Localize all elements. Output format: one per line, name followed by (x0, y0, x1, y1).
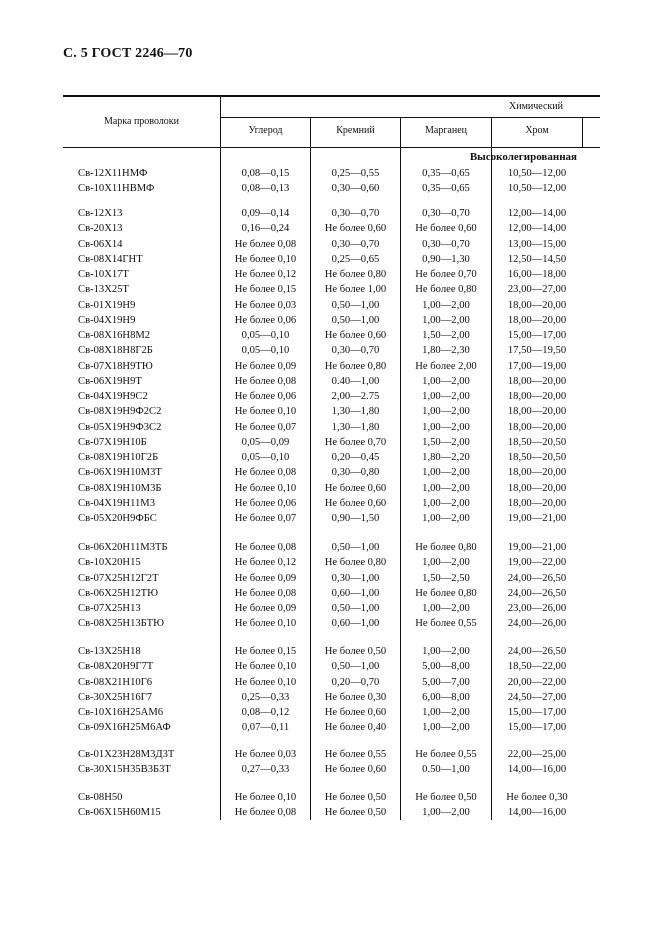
page-header: С. 5 ГОСТ 2246—70 (63, 46, 193, 61)
manganese-cell: 1,00—2,00 (422, 497, 470, 509)
chromium-cell: 14,00—16,00 (507, 764, 567, 776)
chromium-cell: 24,50—27,00 (507, 691, 567, 703)
table-row (0, 166, 661, 181)
table-row (0, 313, 661, 328)
carbon-cell: 0,08—0,13 (241, 183, 290, 195)
carbon-cell: Не более 0,03 (234, 749, 297, 760)
grade-cell: Св-06Х25Н12ТЮ (78, 587, 159, 599)
chromium-cell: 18,00—20,00 (507, 497, 567, 509)
silicon-cell: 0,20—0,70 (331, 676, 380, 688)
silicon-cell: 1,30—1,80 (331, 421, 380, 433)
table-row (0, 450, 661, 465)
manganese-cell: Не более 0,50 (415, 792, 477, 803)
carbon-cell: Не более 0,07 (234, 421, 297, 433)
manganese-cell: 0,30—0,70 (422, 238, 470, 250)
carbon-cell: 0,25—0,33 (241, 691, 290, 703)
table-row (0, 720, 661, 735)
chromium-cell: 18,00—20,00 (507, 375, 567, 387)
manganese-cell: 1,00—2,00 (422, 557, 470, 569)
silicon-cell: 0,30—0,70 (331, 208, 380, 219)
chromium-cell: 14,00—16,00 (507, 807, 567, 819)
carbon-cell: 0,05—0,10 (241, 345, 290, 357)
manganese-cell: Не более 0,80 (415, 542, 477, 553)
manganese-cell: 1,00—2,00 (422, 406, 470, 418)
chromium-cell: 24,00—26,50 (507, 572, 567, 584)
carbon-cell: Не более 0,08 (234, 542, 297, 553)
grade-cell: Св-12Х13 (78, 208, 123, 219)
manganese-cell: 1,00—2,00 (422, 807, 470, 819)
grade-cell: Св-10Х17Т (78, 269, 129, 280)
silicon-cell: Не более 0,80 (324, 557, 387, 569)
carbon-cell: Не более 0,08 (234, 807, 297, 819)
manganese-cell: Не более 0,55 (415, 749, 477, 760)
chromium-cell: 19,00—22,00 (507, 557, 567, 569)
chromium-cell: 18,50—20,50 (507, 436, 567, 448)
grade-cell: Св-06Х20Н11М3ТБ (78, 542, 168, 553)
silicon-cell: 0,60—1,00 (331, 587, 380, 599)
chromium-cell: 12,00—14,00 (507, 208, 567, 219)
grade-cell: Св-08Х20Н9Г7Т (78, 661, 154, 673)
manganese-cell: 1,00—2,00 (422, 707, 470, 718)
chromium-cell: 15,00—17,00 (507, 722, 567, 734)
grade-cell: Св-10Х20Н15 (78, 557, 141, 569)
table-row (0, 282, 661, 297)
manganese-cell: 5,00—8,00 (422, 661, 470, 673)
manganese-cell: 0,35—0,65 (422, 168, 470, 179)
chromium-cell: 18,00—20,00 (507, 406, 567, 418)
silicon-cell: Не более 0,60 (324, 482, 387, 494)
table-row (0, 659, 661, 674)
manganese-cell: 0,30—0,70 (422, 208, 470, 219)
carbon-cell: Не более 0,07 (234, 513, 297, 524)
chromium-cell: 15,00—17,00 (507, 707, 567, 718)
silicon-cell: Не более 0,80 (324, 360, 387, 372)
grade-cell: Св-06Х19Н9Т (78, 375, 142, 387)
silicon-cell: 0,50—1,00 (331, 603, 380, 614)
chromium-cell: 15,00—17,00 (507, 330, 567, 341)
grade-cell: Св-13Х25Т (78, 284, 129, 296)
grade-cell: Св-20Х13 (78, 223, 123, 235)
carbon-cell: Не более 0,08 (234, 375, 297, 387)
carbon-cell: Не более 0,06 (234, 391, 297, 402)
silicon-cell: Не более 0,60 (324, 764, 387, 776)
silicon-cell: Не более 0,50 (324, 807, 387, 819)
grade-cell: Св-08Х19Н10М3Б (78, 482, 162, 494)
table-row (0, 221, 661, 236)
manganese-cell: 5,00—7,00 (422, 676, 470, 688)
carbon-cell: 0,09—0,14 (241, 208, 290, 219)
grade-cell: Св-10Х11НВМФ (78, 183, 155, 195)
silicon-cell: Не более 0,60 (324, 223, 387, 235)
grade-cell: Св-04Х19Н9 (78, 314, 136, 326)
silicon-column-header: Кремний (336, 125, 375, 136)
grade-cell: Св-06Х19Н10М3Т (78, 467, 162, 479)
chromium-cell: 17,00—19,00 (507, 360, 567, 372)
manganese-cell: 1,00—2,00 (422, 375, 470, 387)
table-row (0, 705, 661, 720)
grade-cell: Св-04Х19Н9С2 (78, 391, 148, 402)
chromium-cell: 18,00—20,00 (507, 467, 567, 479)
table-row (0, 555, 661, 570)
manganese-cell: Не более 0,80 (415, 587, 477, 599)
carbon-cell: Не более 0,09 (234, 572, 297, 584)
silicon-cell: Не более 0,80 (324, 269, 387, 280)
carbon-cell: 0,07—0,11 (241, 722, 290, 734)
silicon-cell: 0,25—0,55 (331, 168, 380, 179)
carbon-cell: 0,05—0,10 (241, 330, 290, 341)
manganese-cell: Не более 2,00 (415, 360, 477, 372)
silicon-cell: 0,50—1,00 (331, 542, 380, 553)
chromium-column-divider (582, 117, 583, 147)
silicon-cell: 0,20—0,45 (331, 452, 380, 463)
chromium-cell: 23,00—26,00 (507, 603, 567, 614)
chromium-column-header: Хром (525, 125, 549, 136)
carbon-cell: 0,27—0,33 (241, 764, 290, 776)
table-row (0, 435, 661, 450)
chromium-cell: 22,00—25,00 (507, 749, 567, 760)
table-row (0, 420, 661, 435)
table-row (0, 374, 661, 389)
grade-cell: Св-07Х19Н10Б (78, 436, 147, 448)
silicon-cell: 0,30—1,00 (331, 572, 380, 584)
table-row (0, 237, 661, 252)
silicon-cell: 0,50—1,00 (331, 314, 380, 326)
chromium-cell: Не более 0,30 (506, 792, 568, 803)
table-row (0, 206, 661, 221)
table-header-bottom-rule (63, 147, 600, 148)
manganese-cell: 1,00—2,00 (422, 421, 470, 433)
carbon-cell: Не более 0,08 (234, 467, 297, 479)
grade-cell: Св-07Х18Н9ТЮ (78, 360, 153, 372)
chromium-cell: 23,00—27,00 (507, 284, 567, 296)
carbon-cell: Не более 0,03 (234, 299, 297, 311)
manganese-cell: 6,00—8,00 (422, 691, 470, 703)
silicon-cell: Не более 0,40 (324, 722, 387, 734)
grade-cell: Св-30Х25Н16Г7 (78, 691, 153, 703)
chromium-cell: 24,00—26,00 (507, 618, 567, 630)
silicon-cell: 0,30—0,70 (331, 345, 380, 357)
grade-cell: Св-08Х18Н8Г2Б (78, 345, 153, 357)
table-row (0, 252, 661, 267)
chromium-cell: 19,00—21,00 (507, 513, 567, 524)
table-row (0, 790, 661, 805)
grade-cell: Св-08Х19Н9Ф2С2 (78, 406, 162, 418)
silicon-cell: 1,30—1,80 (331, 406, 380, 418)
table-row (0, 328, 661, 343)
chromium-cell: 18,50—20,50 (507, 452, 567, 463)
chromium-cell: 10,50—12,00 (507, 183, 567, 195)
silicon-cell: 0,90—1,50 (331, 513, 380, 524)
grade-cell: Св-01Х23Н28М3Д3Т (78, 749, 175, 760)
chromium-cell: 12,00—14,00 (507, 223, 567, 235)
grade-cell: Св-08Х16Н8М2 (78, 330, 151, 341)
carbon-cell: Не более 0,12 (234, 269, 297, 280)
carbon-cell: Не более 0,09 (234, 603, 297, 614)
table-row (0, 616, 661, 631)
carbon-cell: Не более 0,06 (234, 314, 297, 326)
table-row (0, 298, 661, 313)
table-row (0, 267, 661, 282)
manganese-cell: 0,35—0,65 (422, 183, 470, 195)
chromium-cell: 16,00—18,00 (507, 269, 567, 280)
carbon-cell: Не более 0,12 (234, 557, 297, 569)
carbon-cell: 0,16—0,24 (241, 223, 290, 235)
silicon-cell: Не более 1,00 (324, 284, 387, 296)
manganese-cell: 1,80—2,30 (422, 345, 470, 357)
table-row (0, 481, 661, 496)
section-title: Высоколегированная (469, 151, 577, 163)
carbon-cell: Не более 0,09 (234, 360, 297, 372)
manganese-cell: 1,50—2,00 (422, 330, 470, 341)
chromium-cell: 24,00—26,50 (507, 646, 567, 657)
manganese-column-header: Марганец (424, 125, 467, 136)
grade-column-header: Марка проволоки (103, 116, 180, 127)
silicon-cell: 2,00—2.75 (331, 391, 380, 402)
table-row (0, 586, 661, 601)
manganese-cell: 1,00—2,00 (422, 513, 470, 524)
grade-cell: Св-08Н50 (78, 792, 123, 803)
grade-cell: Св-08Х21Н10Г6 (78, 676, 153, 688)
chromium-cell: 20,00—22,00 (507, 676, 567, 688)
silicon-cell: 0,50—1,00 (331, 299, 380, 311)
table-row (0, 181, 661, 196)
table-row (0, 389, 661, 404)
grade-cell: Св-08Х19Н10Г2Б (78, 452, 159, 463)
chromium-cell: 18,00—20,00 (507, 299, 567, 311)
manganese-cell: Не более 0,55 (415, 618, 477, 630)
table-row (0, 404, 661, 419)
silicon-cell: Не более 0,60 (324, 707, 387, 718)
carbon-cell: 0,08—0,12 (241, 707, 290, 718)
silicon-cell: 0,30—0,80 (331, 467, 380, 479)
silicon-cell: Не более 0,50 (324, 646, 387, 657)
chromium-cell: 24,00—26,50 (507, 587, 567, 599)
silicon-cell: 0,50—1,00 (331, 661, 380, 673)
manganese-cell: 1,00—2,00 (422, 603, 470, 614)
carbon-cell: Не более 0,10 (234, 661, 297, 673)
chromium-cell: 18,50—22,00 (507, 661, 567, 673)
silicon-cell: Не более 0,55 (324, 749, 387, 760)
manganese-cell: 1,00—2,00 (422, 314, 470, 326)
table-row (0, 601, 661, 616)
grade-cell: Св-05Х19Н9Ф3С2 (78, 421, 162, 433)
chromium-cell: 18,00—20,00 (507, 391, 567, 402)
manganese-cell: 1,00—2,00 (422, 722, 470, 734)
grade-cell: Св-08Х14ГНТ (78, 253, 143, 265)
carbon-cell: 0,05—0,09 (241, 436, 290, 448)
table-row (0, 805, 661, 820)
table-row (0, 690, 661, 705)
table-row (0, 644, 661, 659)
manganese-cell: 1,00—2,00 (422, 299, 470, 311)
grade-cell: Св-04Х19Н11М3 (78, 497, 156, 509)
chemical-group-header: Химический (509, 101, 563, 112)
carbon-cell: Не более 0,10 (234, 253, 297, 265)
chromium-cell: 10,50—12,00 (507, 168, 567, 179)
manganese-cell: Не более 0,70 (415, 269, 477, 280)
manganese-cell: 1,00—2,00 (422, 467, 470, 479)
carbon-cell: Не более 0,08 (234, 238, 297, 250)
table-row (0, 762, 661, 777)
table-row (0, 359, 661, 374)
manganese-cell: 1,50—2,50 (422, 572, 470, 584)
carbon-column-header: Углерод (248, 125, 283, 136)
grade-cell: Св-07Х25Н13 (78, 603, 141, 614)
grade-cell: Св-13Х25Н18 (78, 646, 141, 657)
table-row (0, 675, 661, 690)
grade-cell: Св-06Х15Н60М15 (78, 807, 161, 819)
silicon-cell: 0,25—0,65 (331, 253, 380, 265)
silicon-cell: Не более 0,60 (324, 330, 387, 341)
carbon-cell: Не более 0,15 (234, 284, 297, 296)
subheader-rule (221, 117, 600, 118)
silicon-cell: 0,30—0,70 (331, 238, 380, 250)
silicon-cell: 0.40—1,00 (331, 375, 380, 387)
carbon-cell: Не более 0,10 (234, 482, 297, 494)
carbon-cell: Не более 0,10 (234, 406, 297, 418)
grade-cell: Св-30Х15Н35В3Б3Т (78, 764, 171, 776)
grade-cell: Св-06Х14 (78, 238, 123, 250)
table-row (0, 540, 661, 555)
grade-cell: Св-01Х19Н9 (78, 299, 136, 311)
chromium-cell: 17,50—19,50 (507, 345, 567, 357)
carbon-cell: Не более 0,08 (234, 587, 297, 599)
manganese-cell: 0.50—1,00 (422, 764, 470, 776)
silicon-cell: 0,60—1,00 (331, 618, 380, 630)
manganese-cell: 0,90—1,30 (422, 253, 470, 265)
carbon-cell: 0,05—0,10 (241, 452, 290, 463)
grade-cell: Св-08Х25Н13БТЮ (78, 618, 164, 630)
table-row (0, 571, 661, 586)
silicon-cell: 0,30—0,60 (331, 183, 380, 195)
carbon-cell: Не более 0,10 (234, 618, 297, 630)
silicon-cell: Не более 0,70 (324, 436, 387, 448)
manganese-cell: 1,80—2,20 (422, 452, 470, 463)
table-row (0, 465, 661, 480)
table-row (0, 343, 661, 358)
chromium-cell: 12,50—14,50 (507, 253, 567, 265)
table-row (0, 511, 661, 526)
chromium-cell: 18,00—20,00 (507, 314, 567, 326)
chromium-cell: 18,00—20,00 (507, 421, 567, 433)
chromium-cell: 18,00—20,00 (507, 482, 567, 494)
carbon-cell: Не более 0,06 (234, 497, 297, 509)
table-row (0, 496, 661, 511)
silicon-cell: Не более 0,60 (324, 497, 387, 509)
carbon-cell: 0,08—0,15 (241, 168, 290, 179)
carbon-cell: Не более 0,10 (234, 676, 297, 688)
manganese-cell: 1,00—2,00 (422, 482, 470, 494)
chromium-cell: 13,00—15,00 (507, 238, 567, 250)
carbon-cell: Не более 0,15 (234, 646, 297, 657)
grade-cell: Св-05Х20Н9ФБС (78, 513, 157, 524)
carbon-cell: Не более 0,10 (234, 792, 297, 803)
silicon-cell: Не более 0,50 (324, 792, 387, 803)
grade-cell: Св-12Х11НМФ (78, 168, 148, 179)
manganese-cell: Не более 0,60 (415, 223, 477, 235)
grade-cell: Св-10Х16Н25АМ6 (78, 707, 164, 718)
table-row (0, 747, 661, 762)
manganese-cell: 1,00—2,00 (422, 646, 470, 657)
manganese-cell: 1,50—2,00 (422, 436, 470, 448)
silicon-cell: Не более 0,30 (324, 691, 387, 703)
manganese-cell: 1,00—2,00 (422, 391, 470, 402)
grade-cell: Св-09Х16Н25М6АФ (78, 722, 171, 734)
table-top-rule (63, 95, 600, 97)
grade-cell: Св-07Х25Н12Г2Т (78, 572, 159, 584)
manganese-cell: Не более 0,80 (415, 284, 477, 296)
chromium-cell: 19,00—21,00 (507, 542, 567, 553)
